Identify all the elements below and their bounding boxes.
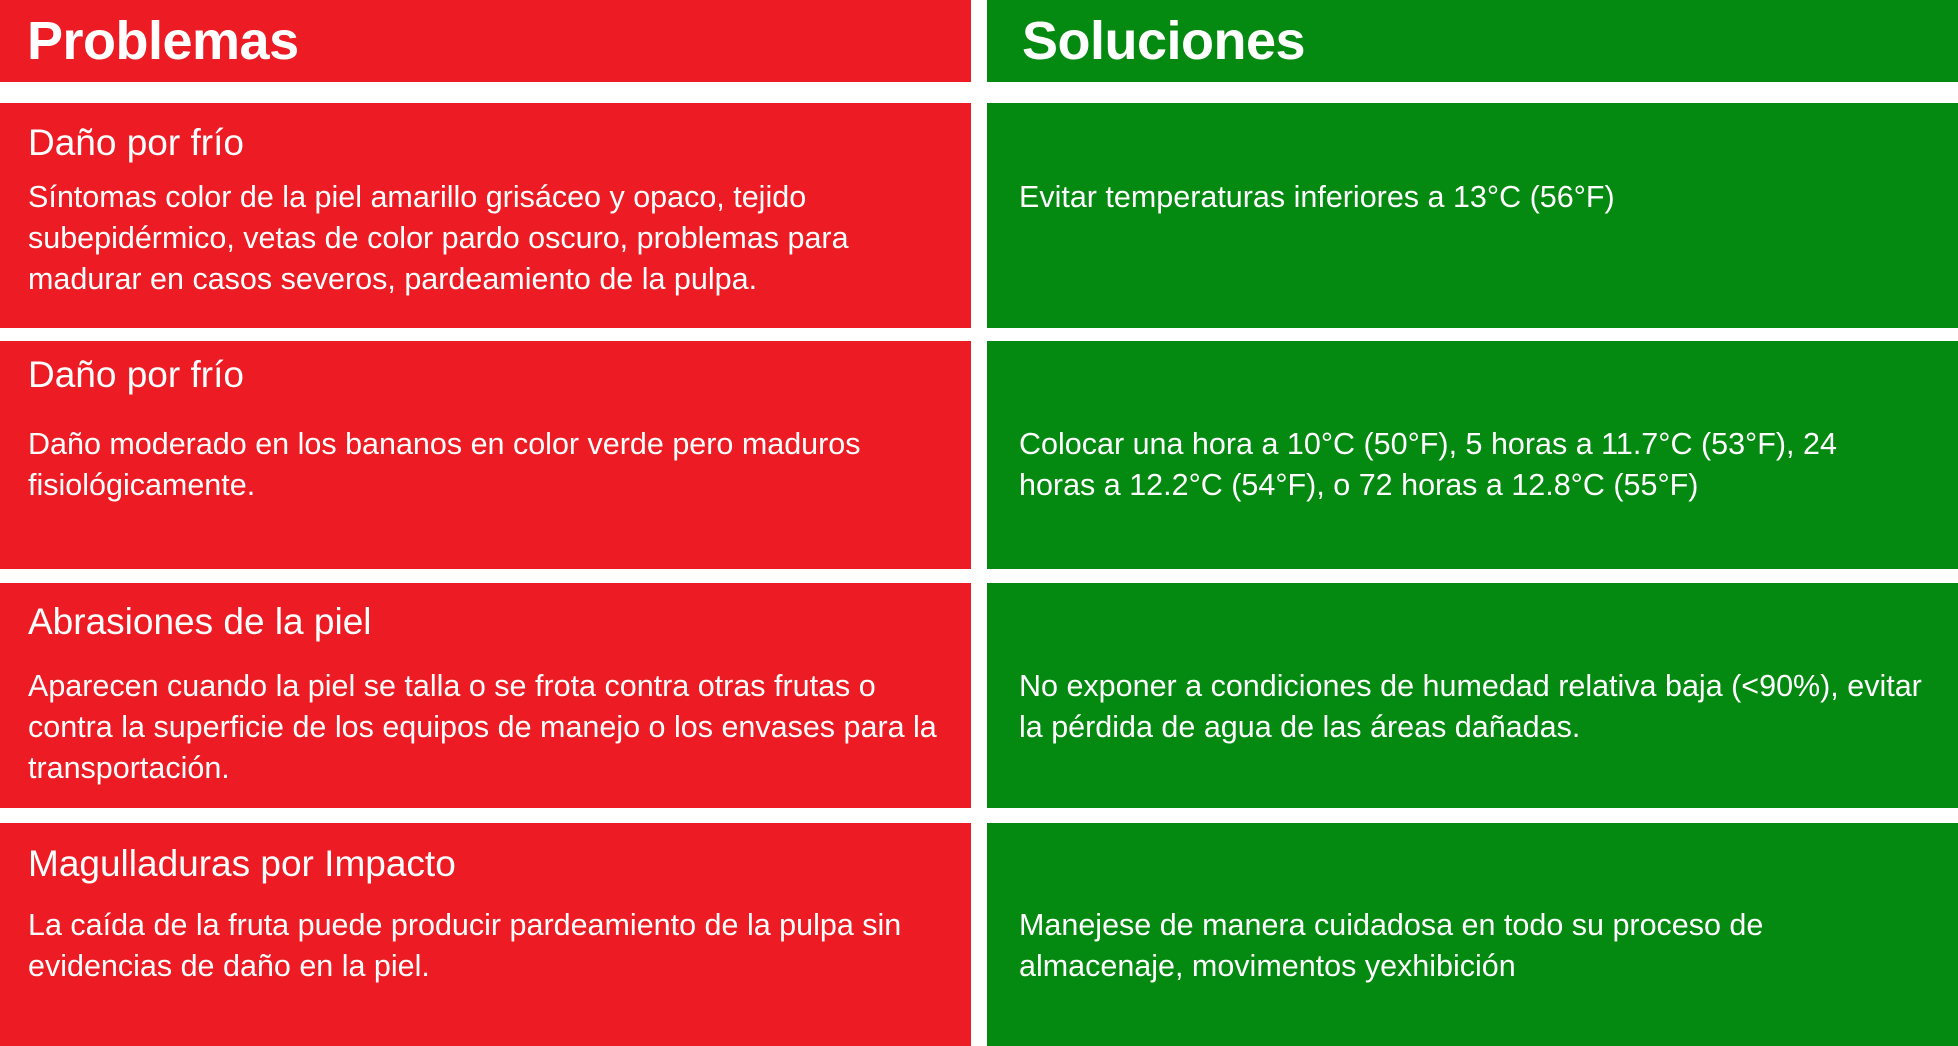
solutions-header-title: Soluciones	[1022, 11, 1306, 71]
problem-title: Daño por frío	[28, 122, 244, 163]
problem-cell-1	[0, 103, 971, 328]
problem-title: Magulladuras por Impacto	[28, 843, 456, 884]
problem-title: Daño por frío	[28, 354, 244, 395]
problem-cell-4	[0, 823, 971, 1046]
solutions-header	[987, 0, 1958, 82]
problem-cell-2	[0, 341, 971, 569]
problem-description: La caída de la fruta puede producir pardeamiento de la pulpa sin evidencias de daño en la piel.	[28, 908, 902, 983]
problem-title: Abrasiones de la piel	[28, 601, 372, 642]
problems-header-title: Problemas	[27, 11, 299, 71]
solution-text: No exponer a condiciones de humedad relativa baja (<90%), evitar la pérdida de agua de las áreas dañadas.	[1019, 669, 1922, 744]
problem-cell-3	[0, 583, 971, 808]
solution-cell-4	[987, 823, 1958, 1046]
solution-text: Evitar temperaturas inferiores a 13°C (56°F)	[1019, 180, 1615, 214]
problems-header	[0, 0, 971, 82]
solution-text: Colocar una hora a 10°C (50°F), 5 horas a 11.7°C (53°F), 24 horas a 12.2°C (54°F), o 72 horas a 12.8°C (55°F)	[1019, 427, 1837, 502]
solution-cell-3	[987, 583, 1958, 808]
solution-text: Manejese de manera cuidadosa en todo su proceso de almacenaje, movimentos yexhibición	[1019, 908, 1764, 983]
problem-description: Daño moderado en los bananos en color verde pero maduros fisiológicamente.	[28, 427, 861, 502]
problem-description: Aparecen cuando la piel se talla o se frota contra otras frutas o contra la superficie de los equipos de manejo o los envases para la transportación.	[28, 669, 937, 785]
solution-cell-2	[987, 341, 1958, 569]
problem-description: Síntomas color de la piel amarillo grisáceo y opaco, tejido subepidérmico, vetas de color pardo oscuro, problemas para madurar en casos severos, pardeamiento de la pulpa.	[28, 180, 849, 296]
solution-cell-1	[987, 103, 1958, 328]
